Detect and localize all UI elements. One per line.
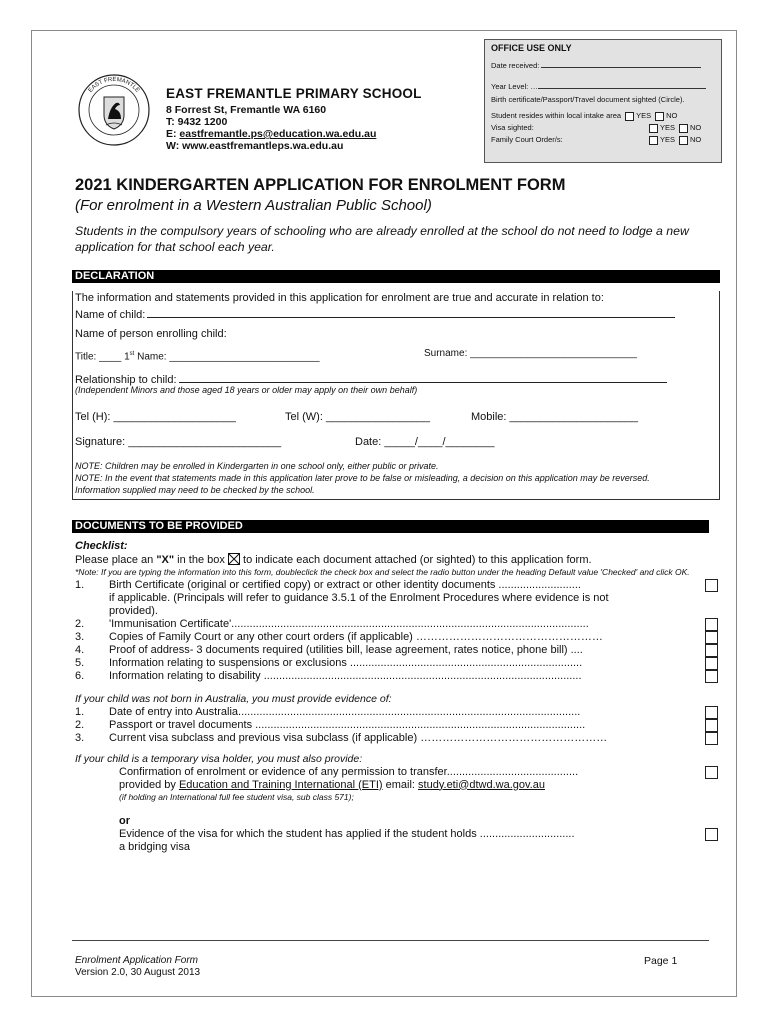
item-checkbox[interactable] (705, 670, 718, 683)
item-number: 2. (75, 617, 85, 630)
bridging-checkbox[interactable] (705, 828, 718, 841)
visa-no-checkbox[interactable] (679, 124, 688, 133)
visa-yes-checkbox[interactable] (649, 124, 658, 133)
form-intro: Students in the compulsory years of schooling who are already enrolled at the school do not need to lodge a new application for that school each year. (75, 224, 689, 254)
school-email-link[interactable]: eastfremantle.ps@education.wa.edu.au (179, 128, 377, 140)
yes-label: YES (636, 111, 652, 120)
documents-heading: DOCUMENTS TO BE PROVIDED (72, 520, 709, 533)
bridging-text: Evidence of the visa for which the student has applied if the student holds ............................... (119, 827, 575, 840)
eti-line (119, 779, 720, 792)
footer-form-name: Enrolment Application Form (75, 955, 199, 966)
not-born-heading: If your child was not born in Australia, you must provide evidence of: (75, 692, 392, 705)
relationship-field[interactable] (179, 371, 667, 383)
yes-label: YES (660, 135, 676, 144)
checklist-item (75, 719, 720, 732)
item-checkbox[interactable] (705, 719, 718, 732)
footer-version: Version 2.0, 30 August 2013 (75, 967, 201, 978)
instruction-part-a: Please place an (75, 554, 157, 566)
school-address: 8 Forrest St, Fremantle WA 6160 (166, 104, 327, 116)
child-name-field[interactable] (147, 306, 675, 318)
visa-label: Visa sighted: (491, 123, 534, 132)
declaration-section (72, 291, 720, 500)
note-false-statements: NOTE: In the event that statements made in this application later prove to be false or misleading, a decision on this application may be reversed. Information supplied may need to be checked by the school. (75, 473, 650, 495)
eti-link[interactable]: Education and Training International (ETI) (178, 778, 383, 791)
item-number: 3. (75, 630, 85, 643)
item-text: Passport or travel documents ............................................................................................................ (109, 718, 586, 731)
signature-field[interactable]: Signature: _________________________ (75, 436, 282, 448)
tel-home-field[interactable]: Tel (H): ____________________ (75, 411, 236, 423)
checklist-item (75, 631, 720, 644)
item-text: Birth Certificate (original or certified copy) or extract or other identity documents ........................... (109, 578, 581, 591)
checklist-item (75, 605, 720, 618)
email-prefix: E: (166, 128, 180, 140)
transfer-checkbox[interactable] (705, 766, 718, 779)
school-email-line (166, 128, 422, 140)
form-title: 2021 KINDERGARTEN APPLICATION FOR ENROLMENT FORM (75, 176, 566, 194)
family-court-no-checkbox[interactable] (679, 136, 688, 145)
year-level-field[interactable] (538, 79, 706, 89)
enrolling-person-label: Name of person enrolling child: (75, 328, 227, 340)
family-court-label: Family Court Order/s: (491, 135, 563, 144)
item-text: Date of entry into Australia................................................................................................................ (109, 705, 581, 718)
resides-label: Student resides within local intake area (491, 111, 622, 120)
checklist-item (75, 670, 720, 683)
item-text: Information relating to suspensions or exclusions ............................................................................ (109, 656, 583, 669)
school-phone: T: 9432 1200 (166, 116, 228, 128)
no-label: NO (666, 111, 678, 120)
checklist-item (75, 579, 720, 592)
instruction-part-c: to indicate each document attached (or sighted) to this application form. (239, 554, 592, 566)
item-number: 6. (75, 669, 85, 682)
child-name-label: Name of child: (75, 309, 146, 321)
full-fee-note: (if holding an International full fee student visa, sub class 571); (119, 791, 354, 802)
no-label: NO (690, 135, 702, 144)
date-received-label: Date received: (491, 61, 540, 70)
item-checkbox[interactable] (705, 706, 718, 719)
or-label: or (119, 814, 130, 827)
checklist-item (75, 644, 720, 657)
first-superscript: st (129, 351, 135, 357)
item-number: 1. (75, 578, 85, 591)
child-name-row (75, 306, 675, 322)
item-text: Copies of Family Court or any other court orders (if applicable) …………………………………………… (109, 630, 603, 643)
item-text: Information relating to disability ........................................................................................................ (109, 669, 582, 682)
item-text: 'Immunisation Certificate'..................................................................................................................... (109, 617, 589, 630)
bridging-item (75, 828, 720, 841)
resides-no-checkbox[interactable] (655, 112, 664, 121)
first-name-label: Name: ___________________________ (134, 351, 320, 363)
item-text: provided). (109, 604, 158, 617)
date-field[interactable]: Date: _____/____/________ (355, 436, 495, 448)
documents-section (75, 540, 720, 854)
transfer-text: Confirmation of enrolment or evidence of any permission to transfer........................................... (119, 765, 579, 778)
tel-work-field[interactable]: Tel (W): _________________ (285, 411, 430, 423)
footer (75, 955, 200, 979)
declaration-heading: DECLARATION (72, 270, 720, 283)
item-text: Current visa subclass and previous visa subclass (if applicable) …………………………………………… (109, 731, 608, 744)
page-number: Page 1 (644, 955, 678, 967)
checklist-label: Checklist: (75, 540, 128, 552)
form-subtitle: (For enrolment in a Western Australian Public School) (75, 197, 432, 214)
note-one-school: NOTE: Children may be enrolled in Kindergarten in one school only, either public or private. (75, 461, 439, 471)
checklist-item (75, 732, 720, 745)
resides-yes-checkbox[interactable] (625, 112, 634, 121)
school-info (166, 86, 422, 152)
declaration-statement: The information and statements provided in this application for enrolment are true and accurate in relation to: (75, 292, 604, 304)
svg-text:EAST FREMANTLE: EAST FREMANTLE (87, 76, 141, 94)
title-label: Title: ____ 1 (75, 351, 130, 363)
yes-label: YES (660, 123, 676, 132)
footer-divider (72, 940, 709, 941)
year-level-label: Year Level: … (491, 82, 538, 91)
resides-row (491, 110, 715, 122)
relationship-label: Relationship to child: (75, 374, 177, 386)
checklist-item (75, 706, 720, 719)
checklist-item (75, 592, 720, 605)
item-text: Proof of address- 3 documents required (utilities bill, lease agreement, rates notice, phone bill) .... (109, 643, 583, 656)
date-received-row (491, 58, 715, 70)
transfer-item (75, 766, 720, 779)
form-page (31, 30, 737, 997)
office-use-box (484, 39, 722, 163)
item-checkbox[interactable] (705, 579, 718, 592)
checked-box-icon (228, 553, 240, 565)
item-text: if applicable. (Principals will refer to guidance 3.5.1 of the Enrolment Procedures where evidence is not (109, 591, 609, 604)
item-number: 5. (75, 656, 85, 669)
bridging-text-cont: a bridging visa (119, 840, 190, 853)
instruction-x: "X" (156, 554, 175, 566)
independent-minors-note: (Independent Minors and those aged 18 years or older may apply on their own behalf) (75, 385, 418, 395)
date-received-field[interactable] (541, 58, 701, 68)
item-checkbox[interactable] (705, 732, 718, 745)
visa-row (491, 122, 715, 134)
item-checkbox[interactable] (705, 657, 718, 670)
school-name: EAST FREMANTLE PRIMARY SCHOOL (166, 86, 422, 101)
item-number: 4. (75, 643, 85, 656)
checklist-item (75, 618, 720, 631)
surname-field[interactable]: Surname: ______________________________ (424, 348, 637, 359)
office-use-title: OFFICE USE ONLY (491, 43, 572, 53)
item-number: 1. (75, 705, 85, 718)
family-court-row (491, 134, 715, 146)
mobile-field[interactable]: Mobile: _____________________ (471, 411, 638, 423)
title-firstname-field[interactable] (75, 348, 320, 363)
typing-note: *Note: If you are typing the information into this form, doubleclick the check box and select the radio button under the heading Default value 'Checked' and click OK. (75, 567, 690, 577)
no-label: NO (690, 123, 702, 132)
eti-email-link[interactable]: study.eti@dtwd.wa.gov.au (418, 778, 545, 791)
checklist-instruction (75, 553, 720, 567)
birth-cert-row: Birth certificate/Passport/Travel document sighted (Circle). (491, 95, 685, 104)
item-number: 2. (75, 718, 85, 731)
document-checklist (75, 579, 720, 683)
item-number: 3. (75, 731, 85, 744)
year-level-row (491, 79, 715, 91)
checklist-item (75, 657, 720, 670)
not-born-checklist (75, 706, 720, 745)
school-crest-logo (77, 73, 151, 147)
item-checkbox[interactable] (705, 631, 718, 644)
family-court-yes-checkbox[interactable] (649, 136, 658, 145)
temp-visa-heading: If your child is a temporary visa holder, you must also provide: (75, 752, 363, 765)
school-website: W: www.eastfremantleps.wa.edu.au (166, 140, 344, 152)
item-checkbox[interactable] (705, 644, 718, 657)
item-checkbox[interactable] (705, 618, 718, 631)
email-label: email: (382, 778, 419, 791)
provided-by-label: provided by (119, 778, 179, 791)
instruction-part-b: in the box (174, 554, 228, 566)
